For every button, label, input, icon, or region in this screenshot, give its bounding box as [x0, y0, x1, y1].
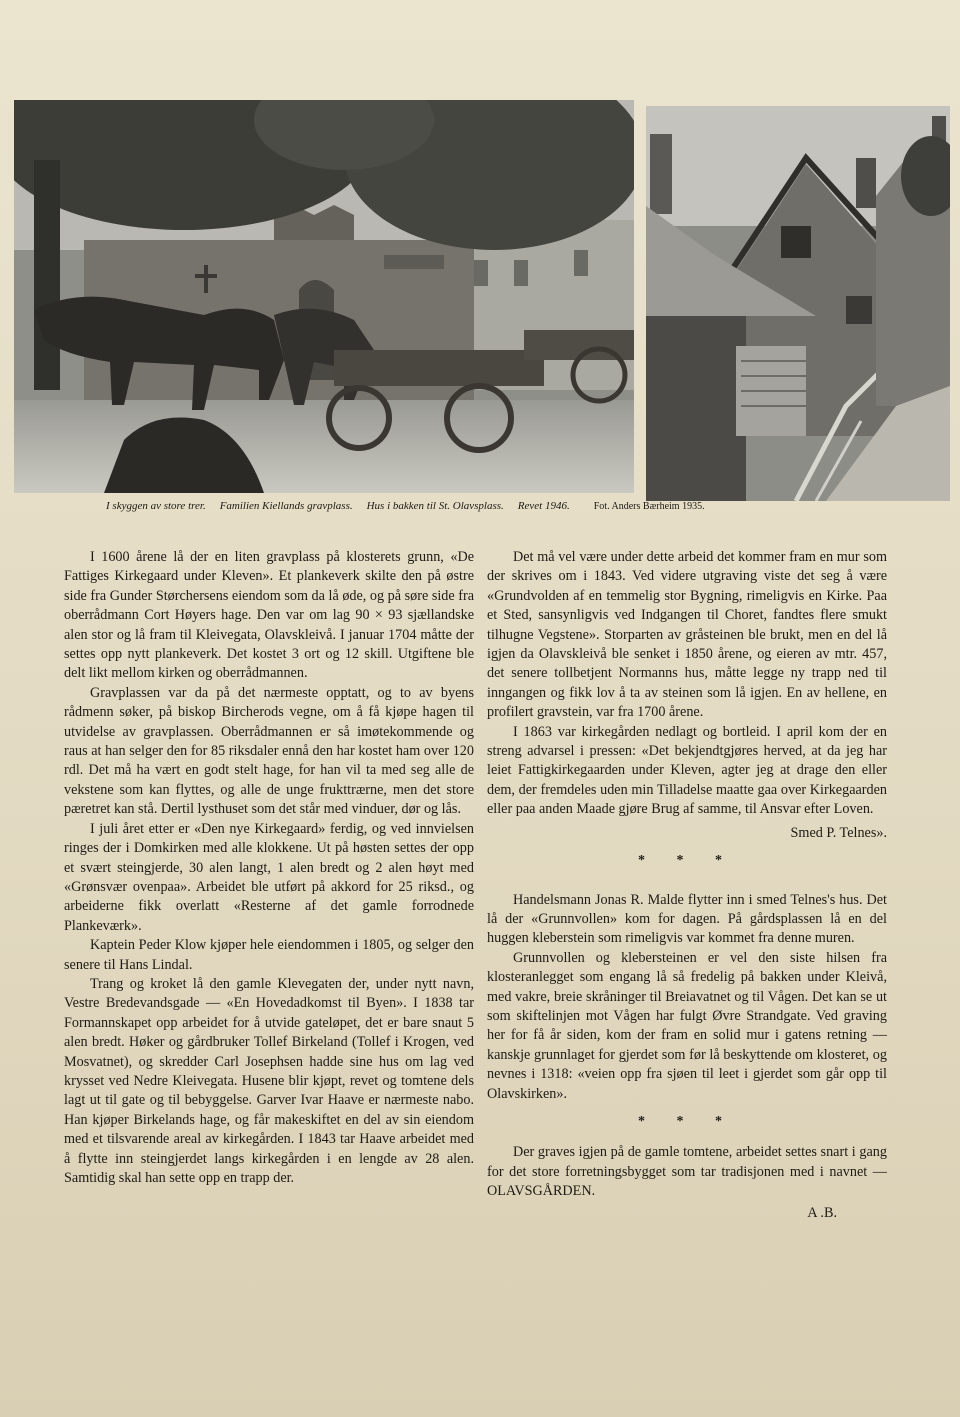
wooden-house-hillside-photo — [646, 106, 950, 501]
signature-telnes: Smed P. Telnes». — [790, 824, 887, 841]
paragraph: Handelsmann Jonas R. Malde flytter inn i smed Telnes's hus. Det lå der «Grunnvollen» kom for dagen. På gårdsplassen lå en del huggen kleberstein som rimeligvis var kommet fra denne muren. — [487, 891, 887, 947]
spacer — [487, 883, 887, 891]
caption-right-house: Hus i bakken til St. Olavsplass. — [366, 500, 504, 512]
paragraph: Det må vel være under dette arbeid det kommer fram en mur som der skrives om i 1843. Ved videre utgraving viste det seg å være «Grundvolden af en temmelig stor Bygning, rimeligvis en Kirke. Paa et Sted, sansynligvis ved Indgangen til Choret, fandtes flere smukt tilhugne Vegstene». Storparten av gråsteinen ble brukt, men en del lå igjen da Olavskleivå ble senket i 1850 årene, og eieren av mtr. 457, det senere tollbetjent Normanns hus, måtte legge ny trapp ned til inngangen og fikk lov å ta av steinen som lå igjen. En av hellene, en profilert gravstein, var fra 1700 årene. — [487, 549, 887, 721]
paragraph: I 1863 var kirkegården nedlagt og bortleid. I april kom der en streng advarsel i pressen: «Det bekjendtgjøres herved, at da jeg har leiet Fattigkirkegaarden under Kleven, agter jeg at drage den eller dem, der fremdeles uden min Tilladelse maatte gaa over Kirkegaarden eller paa anden Maade gjøre Brug af samme, til Ansvar efter Loven. — [487, 723, 887, 818]
photo-right-drawing — [646, 106, 950, 501]
trees-horses-carts-photo — [14, 100, 634, 493]
photo-credit: Fot. Anders Bærheim 1935. — [593, 501, 705, 512]
caption-left-grave: Familien Kiellands gravplass. — [219, 500, 353, 512]
text-column-left — [64, 548, 474, 1188]
paragraph: Gravplassen var da på det nærmeste opptatt, og to av byens rådmenn søker, på biskop Bircherods vegne, om å få kjøpe hagen til utvidelse av gravplassen. Oberrådmannen er så imøtekommende og raus at han selger den for 85 riksdaler ennå den har kostet ham over 120 rdl. Det må ha vært en godt stelt hage, for han vil ta med seg alle de vekstene som kan flyttes, og alle de unge frukttrærne, men det store pæretret kan stå. Dertil lysthuset som det står med vinduer, dør og lås. — [64, 684, 474, 818]
paragraph: Trang og kroket lå den gamle Klevegaten der, under nytt navn, Vestre Bredevandsgade — «En Hovedadkomst til Byen». I 1838 tar Formannskapet opp arbeidet for å utvide gateløpet, det er bare snaut 5 alen bredt. Høker og gårdbruker Tollef Birkeland (Tollef i Krogen, ved Mosvatnet), og skredder Carl Josephsen hadde sine hus om lag ved krysset ved Nedre Kleivegata. Husene blir kjøpt, revet og tomtene dels lagt ut til gate og til bebyggelse. Garver Ivar Haave er nærmeste nabo. Han kjøper Birkelands hage, og får makeskiftet en del av sin eiendom med et tilsvarende areal av kirkegården. I 1843 tar Haave arbeidet med å flytte inn steingjerdet langs kirkegården i en lengde av 28 alen. Samtidig skal han sette opp en trapp der. — [64, 975, 474, 1186]
paragraph: Der graves igjen på de gamle tomtene, arbeidet settes snart i gang for det store forretningsbygget som tar tradisjonen med i navnet — OLAVSGÅRDEN. — [487, 1144, 887, 1200]
paragraph: I juli året etter er «Den nye Kirkegaard» ferdig, og ved innvielsen ringes der i Domkirken med alle klokkene. Ut på høsten settes der opp et svært steingjerde, 30 alen langt, 1 alen bredt og 2 alen høyt med «Grønsvær ovenpaa». Arbeidet ble utført på akkord for 25 riksd., og arbeiderne fikk overlatt «Resterne af det gamle forrodnede Plankeværk». — [64, 820, 474, 934]
photo-caption-line — [106, 500, 896, 512]
caption-left-shade: I skyggen av store trer. — [106, 500, 206, 512]
paragraph: Grunnvollen og klebersteinen er vel den siste hilsen fra klosteranlegget som engang lå så fredelig på bakken under Kleivå, med vakre, breie skråninger til Breiavatnet og til Vågen. Det kan se ut som skiftelinjen mot Vågen har fulgt Øvre Strandgate. Ved graving her for få år siden, kom der fram en solid mur i gatens retning — kanskje grunnlaget for gjerdet som før lå beskyttende om klosteret, og nevnes i 1318: «veien opp fra sjøen til leet i gjerdet som går opp til Olavskirken». — [487, 949, 887, 1102]
caption-right-demolished: Revet 1946. — [517, 500, 570, 512]
paragraph: Kaptein Peder Klow kjøper hele eiendommen i 1805, og selger den senere til Hans Lindal. — [64, 937, 474, 973]
section-divider-stars: * * * — [638, 1113, 736, 1129]
text-column-right — [487, 548, 887, 1223]
photo-left-drawing — [14, 100, 634, 493]
author-initials: A .B. — [807, 1204, 837, 1221]
paragraph: I 1600 årene lå der en liten gravplass på klosterets grunn, «De Fattiges Kirkegaard under Kleven». Et plankeverk skilte den på østre side fra Gunder Størchersens eiendom som da lå øde, og på søre side fra oberrådmann Cort Høyers hage. Den var om lag 90 × 93 sjællandske alen stor og lå fram til Kleivegata, Olavskleivå. I januar 1704 måtte der settes opp nytt plankeverk. Det kostet 3 ort og 12 skill. Utgiftene ble delt likt mellom kirken og oberrådmannen. — [64, 549, 474, 682]
section-divider-stars: * * * — [638, 853, 736, 869]
